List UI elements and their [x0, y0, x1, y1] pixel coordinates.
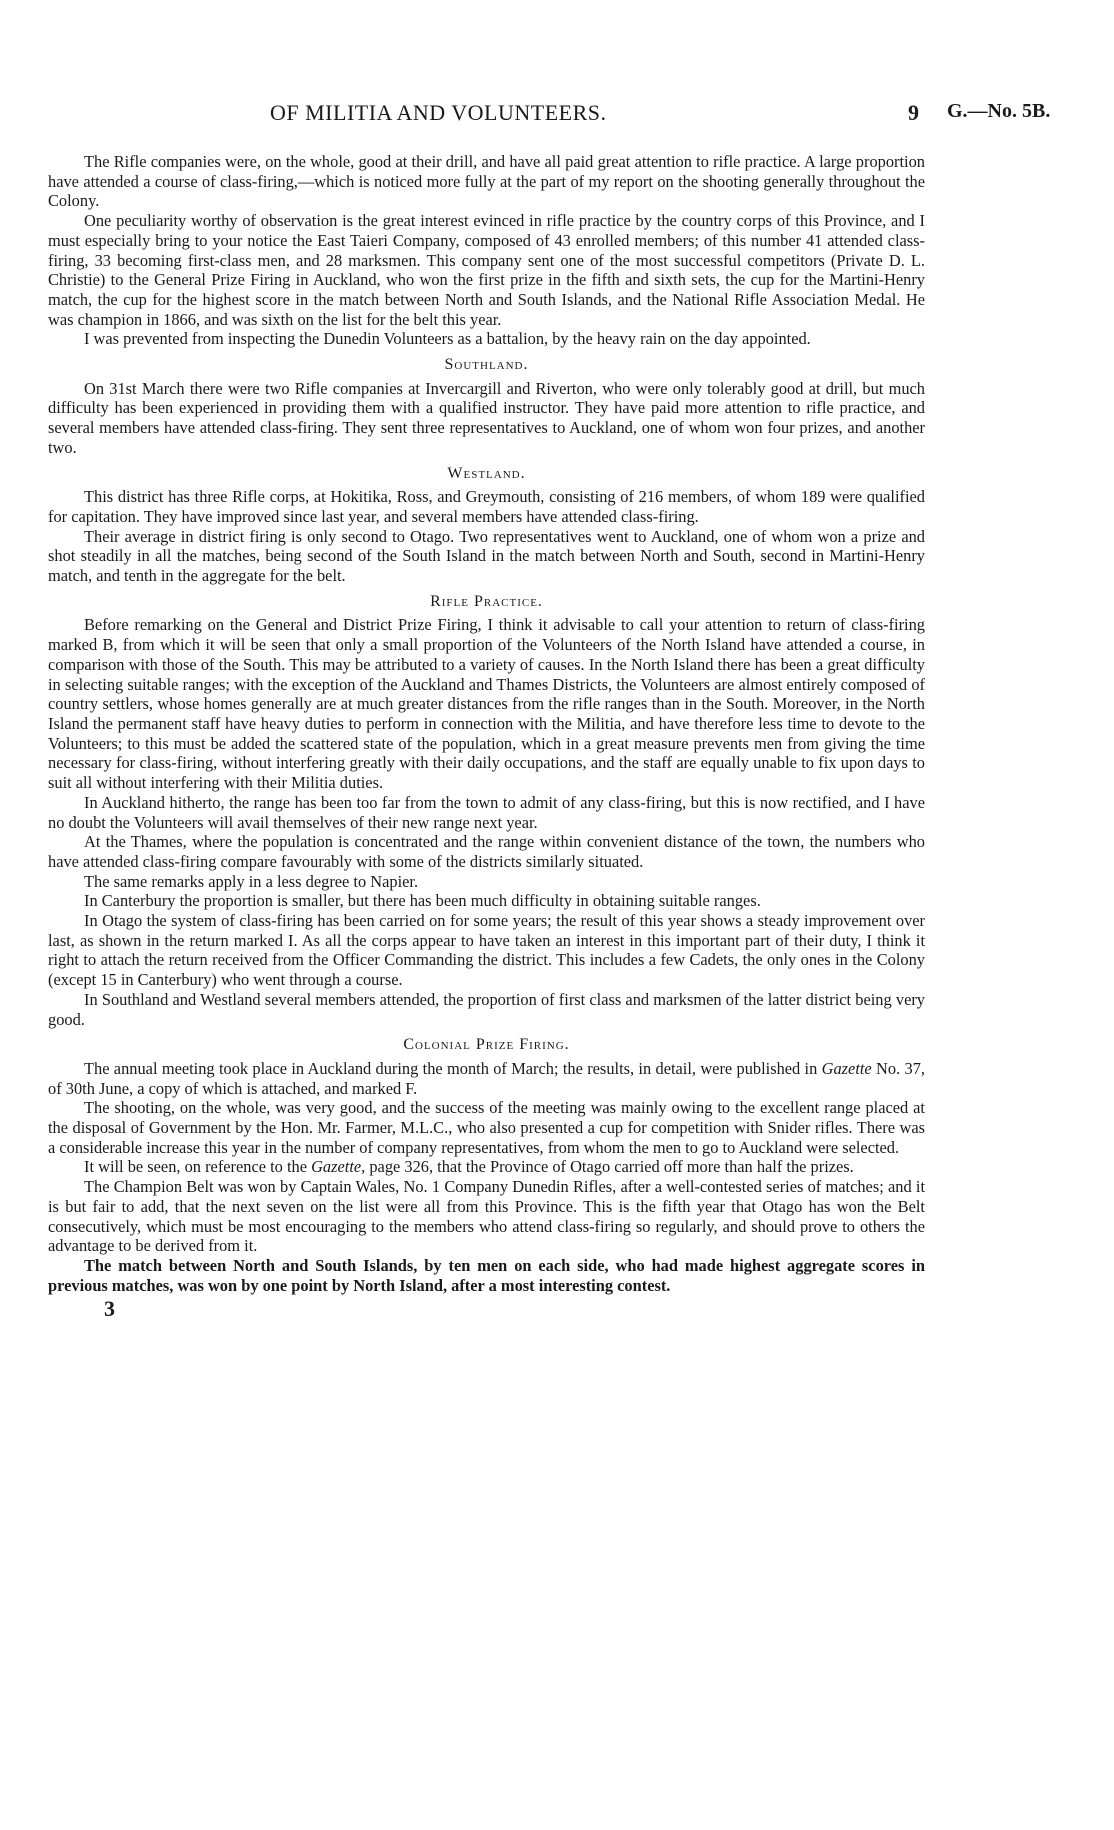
paragraph: This district has three Rifle corps, at Hokitika, Ross, and Greymouth, consisting of 216 members, of whom 189 were qualified for capitation. They have improved since last year, and several members have attended class-firing.	[48, 487, 925, 526]
paragraph: The Rifle companies were, on the whole, good at their drill, and have all paid great attention to rifle practice. A large proportion have attended a course of class-firing,—which is noticed more fully at the part of my report on the shooting generally throughout the Colony.	[48, 152, 925, 211]
section-heading-westland: Westland.	[447, 464, 526, 482]
paragraph	[48, 1157, 925, 1177]
paragraph: Before remarking on the General and District Prize Firing, I think it advisable to call your attention to return of class-firing marked B, from which it will be seen that only a small proportion of the Volunteers of the North Island have attended a course, in comparison with those of the South. This may be attributed to a variety of causes. In the North Island there has been a great difficulty in selecting suitable ranges; with the exception of the Auckland and Thames Districts, the Volunteers are almost entirely composed of country settlers, whose homes generally are at much greater distances from the rifle ranges than in the South. Moreover, in the North Island the permanent staff have heavy duties to perform in connection with the Militia, and have therefore less time to devote to the Volunteers; to this must be added the scattered state of the population, which in a great measure prevents men from giving the time necessary for class-firing, without interfering greatly with their daily occupations, and the staff are equally unable to fix upon days to suit all without interfering with their Militia duties.	[48, 615, 925, 793]
report-body	[48, 152, 925, 1322]
paragraph: I was prevented from inspecting the Dunedin Volunteers as a battalion, by the heavy rain on the day appointed.	[84, 329, 811, 349]
gazette-citation: Gazette	[821, 1058, 872, 1078]
paragraph: In Southland and Westland several members attended, the proportion of first class and marksmen of the latter district being very good.	[48, 989, 925, 1029]
text-run: The annual meeting took place in Auckland during the month of March; the results, in detail, were published in	[84, 1058, 822, 1078]
paragraph: One peculiarity worthy of observation is the great interest evinced in rifle practice by the country corps of this Province, and I must especially bring to your notice the East Taieri Company, composed of 43 enrolled members; of this number 41 attended class-firing, 33 becoming first-class men, and 28 marksmen. This company sent one of the most successful competitors (Private D. L. Christie) to the General Prize Firing in Auckland, who won the first prize in the fifth and sixth sets, the cup for the Martini-Henry match, the cup for the highest score in the match between North and South Islands, and the National Rifle Association Medal. He was champion in 1866, and was sixth on the list for the belt this year.	[48, 211, 925, 329]
text-run: No. 37, of 30th June, a copy of which is attached, and marked F.	[48, 1058, 925, 1098]
section-heading-rifle-practice: Rifle Practice.	[430, 592, 543, 610]
running-title: OF MILITIA AND VOLUNTEERS.	[270, 100, 607, 125]
text-run: page 326, that the Province of Otago carried off more than half the prizes.	[365, 1157, 854, 1177]
paragraph: The Champion Belt was won by Captain Wales, No. 1 Company Dunedin Rifles, after a well-contested series of matches; and it is but fair to add, that the next seven on the list were all from this Province. This is the fifth year that Otago has won the Belt consecutively, which must be most encouraging to the members who attend class-firing so regularly, and should prove to others the advantage to be derived from it.	[48, 1177, 925, 1256]
paragraph: The match between North and South Islands, by ten men on each side, who had made highest aggregate scores in previous matches, was won by one point by North Island, after a most interesting contest.	[48, 1255, 925, 1295]
paragraph	[48, 1059, 925, 1098]
paragraph: Their average in district firing is only second to Otago. Two representatives went to Auckland, one of whom won a prize and shot steadily in all the matches, being second of the South Island in the match between North and South, second in Martini-Henry match, and tenth in the aggregate for the belt.	[48, 526, 925, 586]
paragraph: In Otago the system of class-firing has been carried on for some years; the result of this year shows a steady improvement over last, as shown in the return marked I. As all the corps appear to have taken an interest in this important part of their duty, I think it right to attach the return received from the Officer Commanding the district. This includes a few Cadets, the only ones in the Colony (except 15 in Canterbury) who went through a course.	[48, 911, 925, 990]
signature-mark: 3	[104, 1296, 115, 1322]
paragraph: On 31st March there were two Rifle companies at Invercargill and Riverton, who were only tolerably good at drill, but much difficulty has been experienced in providing them with a qualified instructor. They have paid more attention to rifle practice, and several members have attended class-firing. They sent three representatives to Auckland, one of whom won four prizes, and another two.	[48, 378, 925, 457]
paragraph: At the Thames, where the population is concentrated and the range within convenient distance of the town, the numbers who have attended class-firing compare favourably with some of the districts similarly situated.	[48, 832, 925, 871]
document-reference: G.—No. 5B.	[947, 100, 1051, 122]
text-run: It will be seen, on reference to the	[84, 1157, 312, 1177]
page-number: 9	[908, 100, 919, 125]
page-header	[0, 100, 1114, 134]
paragraph: In Canterbury the proportion is smaller, but there has been much difficulty in obtaining suitable ranges.	[84, 891, 761, 911]
paragraph: In Auckland hitherto, the range has been too far from the town to admit of any class-firing, but this is now rectified, and I have no doubt the Volunteers will avail themselves of their new range next year.	[48, 792, 925, 832]
gazette-citation: Gazette,	[311, 1157, 366, 1177]
section-heading-colonial-prize-firing: Colonial Prize Firing.	[403, 1036, 570, 1054]
section-heading-southland: Southland.	[444, 356, 529, 374]
paragraph: The same remarks apply in a less degree to Napier.	[84, 871, 419, 891]
paragraph: The shooting, on the whole, was very good, and the success of the meeting was mainly owing to the excellent range placed at the disposal of Government by the Hon. Mr. Farmer, M.L.C., who also presented a cup for competition with Snider rifles. There was a considerable increase this year in the number of company representatives, from whom the men to go to Auckland were selected.	[48, 1098, 925, 1157]
